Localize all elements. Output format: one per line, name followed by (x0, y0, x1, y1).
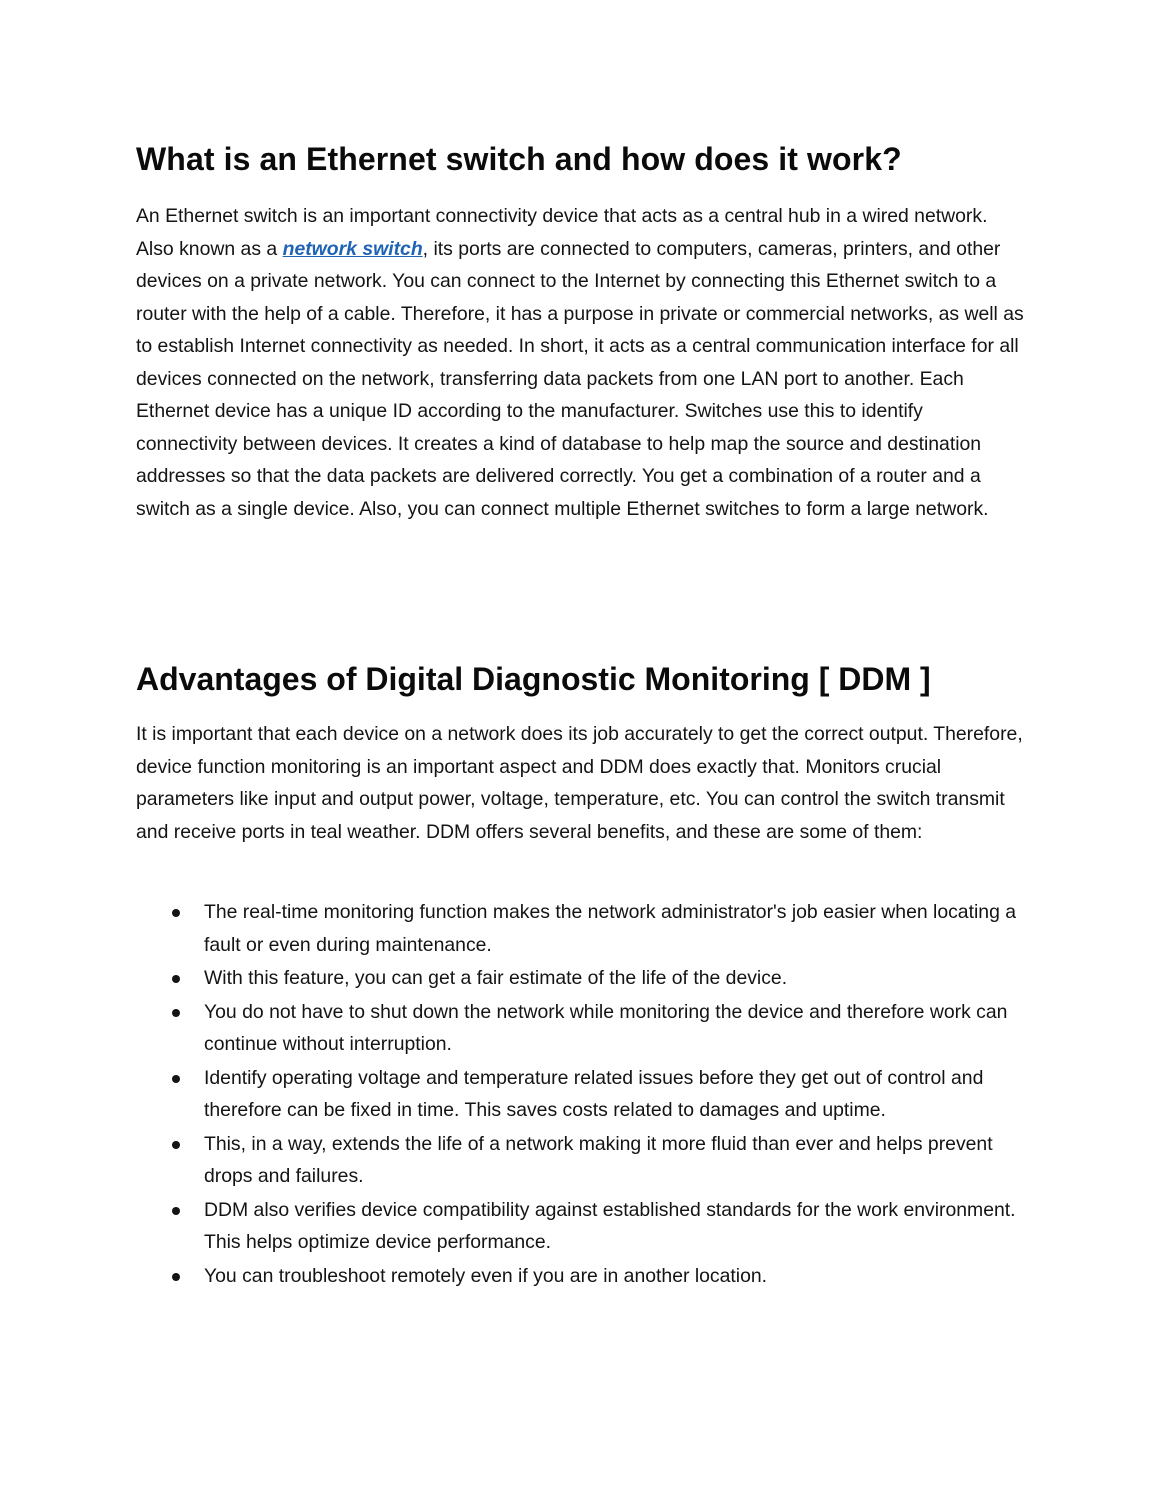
bullet-icon (172, 909, 180, 917)
ethernet-switch-paragraph (136, 200, 1026, 525)
bullet-icon (172, 1207, 180, 1215)
list-item-text: With this feature, you can get a fair estimate of the life of the device. (204, 967, 788, 989)
list-item-text: You can troubleshoot remotely even if you are in another location. (204, 1264, 768, 1287)
list-item (136, 1128, 1026, 1193)
bullet-icon (172, 975, 180, 983)
paragraph-text-after-link: , its ports are connected to computers, cameras, printers, and other devices on a private network. You can connect to the Internet by connecting this Ethernet switch to a router with the help of a cable. Therefore, it has a purpose in private or commercial networks, as well as to establish Internet connectivity as needed. In short, it acts as a central communication interface for all devices connected on the network, transferring data packets from one LAN port to another. Each Ethernet device has a unique ID according to the manufacturer. Switches use this to identify connectivity between devices. It creates a kind of database to help map the source and destination addresses so that the data packets are delivered correctly. You get a combination of a router and a switch as a single device. Also, you can connect multiple Ethernet switches to form a large network. (136, 237, 1024, 520)
list-item (136, 962, 1026, 995)
bullet-icon (172, 1009, 180, 1017)
list-item-text: Identify operating voltage and temperature related issues before they get out of control and therefore can be fixed in time. This saves costs related to damages and uptime. (204, 1066, 984, 1121)
list-item (136, 1194, 1026, 1259)
list-item-text: You do not have to shut down the network while monitoring the device and therefore work can continue without interruption. (204, 1000, 1008, 1055)
list-item (136, 996, 1026, 1061)
network-switch-link[interactable]: network switch (282, 237, 423, 260)
list-item-text: This, in a way, extends the life of a network making it more fluid than ever and helps prevent drops and failures. (204, 1132, 993, 1187)
list-item-text: The real-time monitoring function makes the network administrator's job easier when locating a fault or even during maintenance. (204, 901, 1017, 956)
bullet-icon (172, 1141, 180, 1149)
paragraph-text-before-link: An Ethernet switch is an important connectivity device that acts as a central hub in a wired network. Also known as a (136, 205, 988, 260)
list-item-text: DDM also verifies device compatibility against established standards for the work environment. This helps optimize device performance. (204, 1198, 1016, 1253)
list-item (136, 1062, 1026, 1127)
ddm-intro-paragraph: It is important that each device on a network does its job accurately to get the correct output. Therefore, device function monitoring is an important aspect and DDM does exactly that. Monitors crucial parameters like input and output power, voltage, temperature, etc. You can control the switch transmit and receive ports in teal weather. DDM offers several benefits, and these are some of them: (136, 723, 1023, 843)
document-page (136, 136, 1026, 1287)
list-item (136, 896, 1026, 961)
section-heading-ddm: Advantages of Digital Diagnostic Monitoring [ DDM ] (136, 661, 931, 697)
bullet-icon (172, 1075, 180, 1083)
list-item (136, 1260, 1026, 1293)
section-heading-ethernet-switch: What is an Ethernet switch and how does it work? (136, 141, 902, 177)
ddm-benefits-list (136, 896, 1026, 1293)
bullet-icon (172, 1273, 180, 1281)
